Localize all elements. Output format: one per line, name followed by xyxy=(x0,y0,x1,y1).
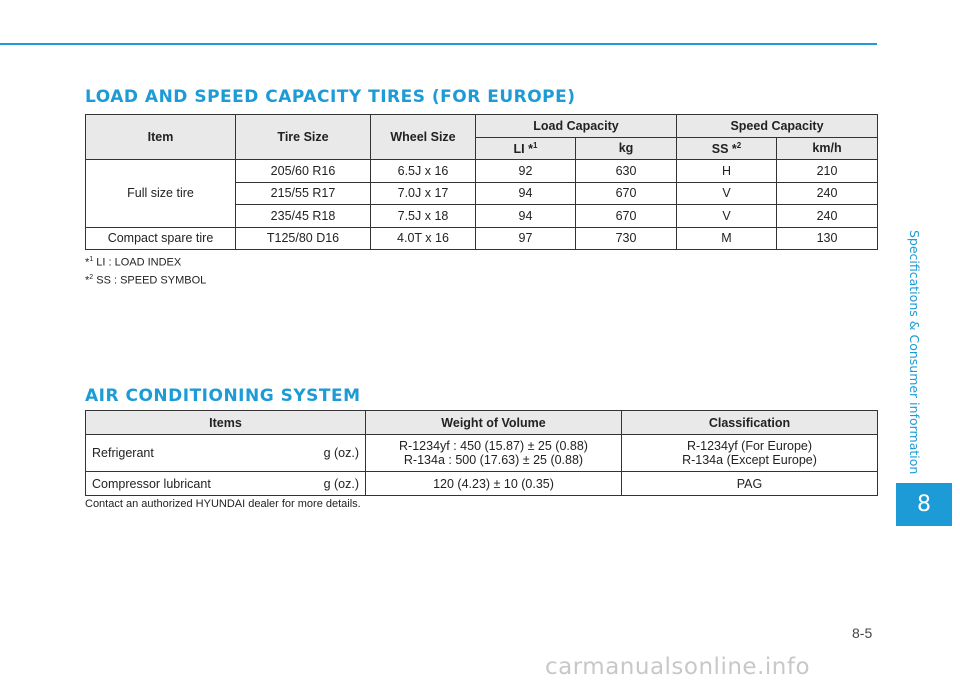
tire-capacity-table xyxy=(85,114,878,250)
compact-spare-label: Compact spare tire xyxy=(86,227,236,250)
cell-ss: V xyxy=(677,205,777,228)
cell-kmh: 210 xyxy=(777,160,878,183)
contact-note: Contact an authorized HYUNDAI dealer for more details. xyxy=(85,498,361,510)
header-wheel-size: Wheel Size xyxy=(371,115,476,160)
header-classification: Classification xyxy=(622,411,878,435)
cell-kg: 630 xyxy=(576,160,677,183)
watermark: carmanualsonline.info xyxy=(545,654,811,680)
cell-tire-size: 235/45 R18 xyxy=(236,205,371,228)
refrigerant-classification: R-1234yf (For Europe) R-134a (Except Europe) xyxy=(622,435,878,472)
cell-tire-size: 205/60 R16 xyxy=(236,160,371,183)
table-row xyxy=(86,435,878,472)
page-number: 8-5 xyxy=(852,625,873,641)
table-header-row xyxy=(86,115,878,138)
cell-wheel-size: 7.0J x 17 xyxy=(371,182,476,205)
header-kg: kg xyxy=(576,137,677,160)
table-header-row xyxy=(86,411,878,435)
top-divider xyxy=(0,43,877,45)
header-load-capacity: Load Capacity xyxy=(476,115,677,138)
lubricant-classification: PAG xyxy=(622,472,878,496)
header-speed-capacity: Speed Capacity xyxy=(677,115,878,138)
table-row xyxy=(86,472,878,496)
header-items: Items xyxy=(86,411,366,435)
refrigerant-label: Refrigerant g (oz.) xyxy=(86,435,366,472)
section-title-ac: AIR CONDITIONING SYSTEM xyxy=(85,386,361,406)
chapter-title: Specifications & Consumer information xyxy=(907,230,922,475)
full-size-tire-label: Full size tire xyxy=(86,160,236,228)
table-row xyxy=(86,227,878,250)
cell-ss: H xyxy=(677,160,777,183)
cell-ss: V xyxy=(677,182,777,205)
cell-kg: 670 xyxy=(576,182,677,205)
cell-tire-size: 215/55 R17 xyxy=(236,182,371,205)
cell-kg: 730 xyxy=(576,227,677,250)
footnote-speed-symbol: *$^2$ SS : SPEED SYMBOL xyxy=(85,274,207,287)
header-li: LI *$^1$ xyxy=(476,137,576,160)
cell-ss: M xyxy=(677,227,777,250)
section-title-tires: LOAD AND SPEED CAPACITY TIRES (FOR EUROPE) xyxy=(85,87,576,107)
chapter-tab: 8 xyxy=(896,483,952,526)
header-tire-size: Tire Size xyxy=(236,115,371,160)
refrigerant-weight: R-1234yf : 450 (15.87) ± 25 (0.88) R-134a : 500 (17.63) ± 25 (0.88) xyxy=(366,435,622,472)
ac-system-table xyxy=(85,410,878,496)
cell-kmh: 240 xyxy=(777,182,878,205)
header-weight: Weight of Volume xyxy=(366,411,622,435)
cell-wheel-size: 4.0T x 16 xyxy=(371,227,476,250)
cell-kg: 670 xyxy=(576,205,677,228)
cell-li: 94 xyxy=(476,182,576,205)
cell-wheel-size: 7.5J x 18 xyxy=(371,205,476,228)
cell-kmh: 130 xyxy=(777,227,878,250)
header-kmh: km/h xyxy=(777,137,878,160)
cell-li: 92 xyxy=(476,160,576,183)
cell-wheel-size: 6.5J x 16 xyxy=(371,160,476,183)
cell-kmh: 240 xyxy=(777,205,878,228)
lubricant-label: Compressor lubricant g (oz.) xyxy=(86,472,366,496)
footnote-load-index: *$^1$ LI : LOAD INDEX xyxy=(85,256,182,269)
cell-li: 97 xyxy=(476,227,576,250)
cell-tire-size: T125/80 D16 xyxy=(236,227,371,250)
header-ss: SS *$^2$ xyxy=(677,137,777,160)
header-item: Item xyxy=(86,115,236,160)
table-row xyxy=(86,160,878,183)
cell-li: 94 xyxy=(476,205,576,228)
lubricant-weight: 120 (4.23) ± 10 (0.35) xyxy=(366,472,622,496)
